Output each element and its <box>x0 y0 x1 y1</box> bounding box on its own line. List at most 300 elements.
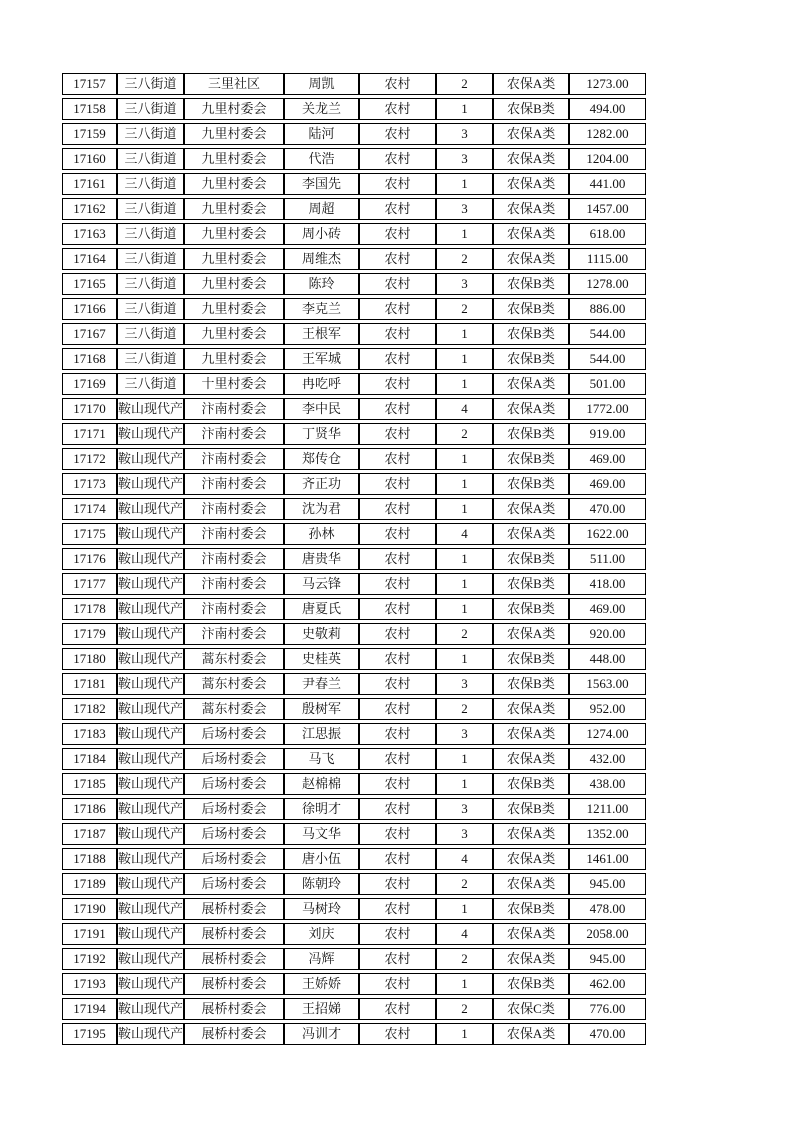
cell-person-count: 2 <box>436 623 493 645</box>
cell-person-count: 3 <box>436 273 493 295</box>
cell-insurance-category: 农保A类 <box>493 248 569 270</box>
cell-amount: 1352.00 <box>569 823 646 845</box>
cell-residence-type: 农村 <box>359 473 436 495</box>
cell-street: 三八街道 <box>117 373 184 395</box>
table-row <box>62 173 646 195</box>
cell-person-count: 1 <box>436 773 493 795</box>
cell-street: 三八街道 <box>117 173 184 195</box>
cell-street: 鞍山现代产 <box>117 773 184 795</box>
cell-residence-type: 农村 <box>359 123 436 145</box>
cell-insurance-category: 农保A类 <box>493 148 569 170</box>
cell-street: 鞍山现代产 <box>117 473 184 495</box>
cell-person-count: 1 <box>436 573 493 595</box>
cell-person-name: 王军城 <box>284 348 359 370</box>
cell-village-committee: 汴南村委会 <box>184 623 284 645</box>
cell-person-count: 1 <box>436 898 493 920</box>
cell-amount: 1282.00 <box>569 123 646 145</box>
cell-amount: 470.00 <box>569 1023 646 1045</box>
cell-street: 鞍山现代产 <box>117 673 184 695</box>
cell-street: 鞍山现代产 <box>117 798 184 820</box>
table-row <box>62 1023 646 1045</box>
cell-amount: 945.00 <box>569 873 646 895</box>
cell-street: 三八街道 <box>117 248 184 270</box>
cell-person-name: 代浩 <box>284 148 359 170</box>
cell-street: 三八街道 <box>117 298 184 320</box>
cell-amount: 1622.00 <box>569 523 646 545</box>
cell-street: 鞍山现代产 <box>117 873 184 895</box>
cell-street: 鞍山现代产 <box>117 623 184 645</box>
cell-residence-type: 农村 <box>359 423 436 445</box>
cell-record-id: 17174 <box>62 498 117 520</box>
cell-person-name: 郑传仓 <box>284 448 359 470</box>
cell-insurance-category: 农保A类 <box>493 723 569 745</box>
cell-insurance-category: 农保A类 <box>493 398 569 420</box>
cell-person-name: 马飞 <box>284 748 359 770</box>
cell-street: 鞍山现代产 <box>117 898 184 920</box>
cell-record-id: 17169 <box>62 373 117 395</box>
cell-record-id: 17176 <box>62 548 117 570</box>
cell-insurance-category: 农保A类 <box>493 223 569 245</box>
cell-village-committee: 九里村委会 <box>184 348 284 370</box>
cell-village-committee: 九里村委会 <box>184 223 284 245</box>
cell-street: 三八街道 <box>117 148 184 170</box>
cell-residence-type: 农村 <box>359 398 436 420</box>
cell-insurance-category: 农保A类 <box>493 373 569 395</box>
cell-person-name: 关龙兰 <box>284 98 359 120</box>
cell-record-id: 17157 <box>62 73 117 95</box>
cell-village-committee: 九里村委会 <box>184 323 284 345</box>
cell-amount: 478.00 <box>569 898 646 920</box>
cell-village-committee: 后场村委会 <box>184 873 284 895</box>
cell-person-name: 王招娣 <box>284 998 359 1020</box>
cell-record-id: 17190 <box>62 898 117 920</box>
cell-residence-type: 农村 <box>359 923 436 945</box>
cell-insurance-category: 农保B类 <box>493 973 569 995</box>
cell-person-name: 李中民 <box>284 398 359 420</box>
cell-record-id: 17191 <box>62 923 117 945</box>
cell-street: 鞍山现代产 <box>117 923 184 945</box>
cell-insurance-category: 农保A类 <box>493 848 569 870</box>
cell-street: 鞍山现代产 <box>117 948 184 970</box>
cell-person-count: 2 <box>436 698 493 720</box>
cell-residence-type: 农村 <box>359 798 436 820</box>
cell-amount: 1115.00 <box>569 248 646 270</box>
cell-insurance-category: 农保B类 <box>493 573 569 595</box>
cell-insurance-category: 农保A类 <box>493 123 569 145</box>
cell-residence-type: 农村 <box>359 248 436 270</box>
cell-person-name: 刘庆 <box>284 923 359 945</box>
cell-street: 鞍山现代产 <box>117 498 184 520</box>
cell-residence-type: 农村 <box>359 373 436 395</box>
cell-residence-type: 农村 <box>359 198 436 220</box>
table-row <box>62 348 646 370</box>
cell-record-id: 17178 <box>62 598 117 620</box>
cell-amount: 1273.00 <box>569 73 646 95</box>
cell-residence-type: 农村 <box>359 448 436 470</box>
cell-record-id: 17177 <box>62 573 117 595</box>
cell-village-committee: 汴南村委会 <box>184 598 284 620</box>
cell-insurance-category: 农保A类 <box>493 873 569 895</box>
benefits-table <box>62 70 646 1048</box>
cell-village-committee: 汴南村委会 <box>184 448 284 470</box>
cell-village-committee: 展桥村委会 <box>184 923 284 945</box>
cell-insurance-category: 农保B类 <box>493 473 569 495</box>
cell-person-count: 3 <box>436 823 493 845</box>
cell-person-count: 1 <box>436 98 493 120</box>
cell-amount: 1278.00 <box>569 273 646 295</box>
table-row <box>62 698 646 720</box>
cell-village-committee: 汴南村委会 <box>184 548 284 570</box>
cell-person-count: 1 <box>436 498 493 520</box>
cell-person-name: 江思振 <box>284 723 359 745</box>
cell-village-committee: 九里村委会 <box>184 248 284 270</box>
cell-person-name: 陈朝玲 <box>284 873 359 895</box>
cell-village-committee: 九里村委会 <box>184 298 284 320</box>
table-row <box>62 298 646 320</box>
cell-person-count: 1 <box>436 748 493 770</box>
table-row <box>62 423 646 445</box>
cell-street: 鞍山现代产 <box>117 573 184 595</box>
cell-village-committee: 汴南村委会 <box>184 423 284 445</box>
cell-record-id: 17195 <box>62 1023 117 1045</box>
cell-record-id: 17163 <box>62 223 117 245</box>
cell-amount: 432.00 <box>569 748 646 770</box>
table-row <box>62 223 646 245</box>
cell-person-name: 李克兰 <box>284 298 359 320</box>
cell-village-committee: 九里村委会 <box>184 148 284 170</box>
cell-record-id: 17183 <box>62 723 117 745</box>
cell-record-id: 17180 <box>62 648 117 670</box>
table-row <box>62 73 646 95</box>
cell-village-committee: 九里村委会 <box>184 173 284 195</box>
table-row <box>62 648 646 670</box>
cell-amount: 511.00 <box>569 548 646 570</box>
cell-person-name: 殷树军 <box>284 698 359 720</box>
cell-insurance-category: 农保B类 <box>493 898 569 920</box>
cell-amount: 462.00 <box>569 973 646 995</box>
cell-person-name: 史桂英 <box>284 648 359 670</box>
cell-person-name: 徐明才 <box>284 798 359 820</box>
cell-person-name: 齐正功 <box>284 473 359 495</box>
cell-person-count: 3 <box>436 148 493 170</box>
cell-insurance-category: 农保A类 <box>493 198 569 220</box>
cell-insurance-category: 农保A类 <box>493 823 569 845</box>
cell-village-committee: 展桥村委会 <box>184 898 284 920</box>
cell-village-committee: 后场村委会 <box>184 748 284 770</box>
cell-record-id: 17175 <box>62 523 117 545</box>
table-row <box>62 198 646 220</box>
cell-village-committee: 后场村委会 <box>184 798 284 820</box>
cell-amount: 469.00 <box>569 598 646 620</box>
cell-street: 三八街道 <box>117 323 184 345</box>
cell-record-id: 17182 <box>62 698 117 720</box>
cell-street: 三八街道 <box>117 348 184 370</box>
cell-person-count: 1 <box>436 973 493 995</box>
cell-residence-type: 农村 <box>359 998 436 1020</box>
cell-street: 鞍山现代产 <box>117 448 184 470</box>
cell-insurance-category: 农保C类 <box>493 998 569 1020</box>
table-row <box>62 573 646 595</box>
cell-person-count: 2 <box>436 73 493 95</box>
table-row <box>62 398 646 420</box>
cell-street: 鞍山现代产 <box>117 698 184 720</box>
cell-residence-type: 农村 <box>359 673 436 695</box>
cell-street: 鞍山现代产 <box>117 398 184 420</box>
cell-residence-type: 农村 <box>359 698 436 720</box>
cell-amount: 945.00 <box>569 948 646 970</box>
cell-person-name: 尹春兰 <box>284 673 359 695</box>
cell-amount: 438.00 <box>569 773 646 795</box>
cell-village-committee: 九里村委会 <box>184 198 284 220</box>
table-row <box>62 773 646 795</box>
cell-residence-type: 农村 <box>359 323 436 345</box>
cell-village-committee: 汴南村委会 <box>184 473 284 495</box>
cell-person-name: 史敬莉 <box>284 623 359 645</box>
table-row <box>62 123 646 145</box>
table-row <box>62 548 646 570</box>
cell-street: 鞍山现代产 <box>117 1023 184 1045</box>
cell-person-name: 冉吃呼 <box>284 373 359 395</box>
cell-record-id: 17168 <box>62 348 117 370</box>
cell-street: 鞍山现代产 <box>117 823 184 845</box>
cell-street: 三八街道 <box>117 223 184 245</box>
cell-insurance-category: 农保B类 <box>493 98 569 120</box>
table-row <box>62 898 646 920</box>
cell-insurance-category: 农保A类 <box>493 923 569 945</box>
cell-insurance-category: 农保B类 <box>493 423 569 445</box>
cell-insurance-category: 农保B类 <box>493 673 569 695</box>
cell-person-name: 马文华 <box>284 823 359 845</box>
cell-person-count: 1 <box>436 323 493 345</box>
cell-person-count: 3 <box>436 798 493 820</box>
cell-amount: 1772.00 <box>569 398 646 420</box>
cell-person-count: 3 <box>436 673 493 695</box>
cell-street: 鞍山现代产 <box>117 548 184 570</box>
cell-village-committee: 后场村委会 <box>184 848 284 870</box>
cell-insurance-category: 农保A类 <box>493 73 569 95</box>
cell-person-count: 4 <box>436 923 493 945</box>
cell-village-committee: 九里村委会 <box>184 123 284 145</box>
cell-village-committee: 十里村委会 <box>184 373 284 395</box>
cell-person-count: 1 <box>436 648 493 670</box>
cell-village-committee: 展桥村委会 <box>184 948 284 970</box>
cell-insurance-category: 农保A类 <box>493 948 569 970</box>
cell-amount: 920.00 <box>569 623 646 645</box>
cell-amount: 1204.00 <box>569 148 646 170</box>
cell-street: 三八街道 <box>117 198 184 220</box>
cell-residence-type: 农村 <box>359 723 436 745</box>
cell-residence-type: 农村 <box>359 873 436 895</box>
cell-person-name: 王根军 <box>284 323 359 345</box>
cell-insurance-category: 农保B类 <box>493 348 569 370</box>
cell-street: 鞍山现代产 <box>117 598 184 620</box>
cell-record-id: 17186 <box>62 798 117 820</box>
cell-person-count: 1 <box>436 373 493 395</box>
cell-person-name: 沈为君 <box>284 498 359 520</box>
cell-record-id: 17179 <box>62 623 117 645</box>
cell-street: 鞍山现代产 <box>117 848 184 870</box>
cell-residence-type: 农村 <box>359 773 436 795</box>
cell-insurance-category: 农保B类 <box>493 273 569 295</box>
cell-residence-type: 农村 <box>359 498 436 520</box>
cell-person-count: 3 <box>436 123 493 145</box>
cell-amount: 1461.00 <box>569 848 646 870</box>
cell-residence-type: 农村 <box>359 523 436 545</box>
cell-record-id: 17171 <box>62 423 117 445</box>
cell-village-committee: 展桥村委会 <box>184 1023 284 1045</box>
cell-person-name: 唐小伍 <box>284 848 359 870</box>
cell-amount: 544.00 <box>569 348 646 370</box>
cell-amount: 1563.00 <box>569 673 646 695</box>
table-row <box>62 248 646 270</box>
cell-residence-type: 农村 <box>359 348 436 370</box>
cell-residence-type: 农村 <box>359 548 436 570</box>
table-row <box>62 673 646 695</box>
table-row <box>62 848 646 870</box>
cell-person-count: 3 <box>436 198 493 220</box>
cell-record-id: 17170 <box>62 398 117 420</box>
cell-record-id: 17192 <box>62 948 117 970</box>
table-row <box>62 98 646 120</box>
cell-record-id: 17158 <box>62 98 117 120</box>
cell-street: 鞍山现代产 <box>117 998 184 1020</box>
cell-person-name: 冯辉 <box>284 948 359 970</box>
cell-record-id: 17185 <box>62 773 117 795</box>
cell-amount: 448.00 <box>569 648 646 670</box>
cell-person-name: 陈玲 <box>284 273 359 295</box>
cell-person-name: 周维杰 <box>284 248 359 270</box>
cell-insurance-category: 农保B类 <box>493 598 569 620</box>
cell-person-count: 3 <box>436 723 493 745</box>
table-row <box>62 873 646 895</box>
cell-insurance-category: 农保A类 <box>493 748 569 770</box>
cell-person-count: 1 <box>436 1023 493 1045</box>
cell-record-id: 17189 <box>62 873 117 895</box>
cell-person-count: 1 <box>436 223 493 245</box>
table-row <box>62 148 646 170</box>
cell-street: 鞍山现代产 <box>117 423 184 445</box>
cell-street: 鞍山现代产 <box>117 748 184 770</box>
cell-residence-type: 农村 <box>359 573 436 595</box>
cell-person-name: 李国先 <box>284 173 359 195</box>
cell-person-count: 1 <box>436 548 493 570</box>
cell-residence-type: 农村 <box>359 223 436 245</box>
cell-village-committee: 汴南村委会 <box>184 498 284 520</box>
cell-record-id: 17187 <box>62 823 117 845</box>
cell-residence-type: 农村 <box>359 1023 436 1045</box>
cell-person-name: 马树玲 <box>284 898 359 920</box>
cell-residence-type: 农村 <box>359 823 436 845</box>
cell-person-count: 2 <box>436 948 493 970</box>
table-row <box>62 923 646 945</box>
cell-insurance-category: 农保A类 <box>493 698 569 720</box>
cell-amount: 1211.00 <box>569 798 646 820</box>
table-row <box>62 973 646 995</box>
cell-person-name: 王娇娇 <box>284 973 359 995</box>
cell-amount: 776.00 <box>569 998 646 1020</box>
cell-residence-type: 农村 <box>359 98 436 120</box>
table-row <box>62 748 646 770</box>
cell-person-count: 1 <box>436 448 493 470</box>
cell-amount: 618.00 <box>569 223 646 245</box>
cell-village-committee: 展桥村委会 <box>184 973 284 995</box>
cell-person-name: 赵棉棉 <box>284 773 359 795</box>
cell-person-name: 丁贤华 <box>284 423 359 445</box>
cell-person-count: 2 <box>436 998 493 1020</box>
cell-record-id: 17188 <box>62 848 117 870</box>
table-row <box>62 273 646 295</box>
cell-village-committee: 蒿东村委会 <box>184 698 284 720</box>
cell-village-committee: 后场村委会 <box>184 823 284 845</box>
cell-person-name: 唐夏氏 <box>284 598 359 620</box>
cell-village-committee: 蒿东村委会 <box>184 648 284 670</box>
cell-village-committee: 蒿东村委会 <box>184 673 284 695</box>
table-row <box>62 723 646 745</box>
cell-amount: 919.00 <box>569 423 646 445</box>
cell-village-committee: 九里村委会 <box>184 273 284 295</box>
cell-record-id: 17181 <box>62 673 117 695</box>
cell-village-committee: 后场村委会 <box>184 723 284 745</box>
cell-person-name: 唐贵华 <box>284 548 359 570</box>
cell-insurance-category: 农保B类 <box>493 548 569 570</box>
cell-amount: 418.00 <box>569 573 646 595</box>
cell-street: 三八街道 <box>117 98 184 120</box>
table-row <box>62 998 646 1020</box>
cell-record-id: 17164 <box>62 248 117 270</box>
cell-person-count: 4 <box>436 398 493 420</box>
cell-village-committee: 汴南村委会 <box>184 398 284 420</box>
cell-residence-type: 农村 <box>359 748 436 770</box>
cell-residence-type: 农村 <box>359 973 436 995</box>
cell-insurance-category: 农保A类 <box>493 623 569 645</box>
cell-insurance-category: 农保B类 <box>493 298 569 320</box>
cell-amount: 952.00 <box>569 698 646 720</box>
cell-residence-type: 农村 <box>359 623 436 645</box>
cell-person-name: 周超 <box>284 198 359 220</box>
cell-record-id: 17194 <box>62 998 117 1020</box>
cell-amount: 2058.00 <box>569 923 646 945</box>
cell-village-committee: 汴南村委会 <box>184 523 284 545</box>
cell-person-count: 1 <box>436 173 493 195</box>
cell-street: 鞍山现代产 <box>117 648 184 670</box>
cell-insurance-category: 农保B类 <box>493 323 569 345</box>
cell-amount: 469.00 <box>569 473 646 495</box>
cell-street: 鞍山现代产 <box>117 973 184 995</box>
cell-village-committee: 汴南村委会 <box>184 573 284 595</box>
cell-record-id: 17159 <box>62 123 117 145</box>
cell-record-id: 17167 <box>62 323 117 345</box>
table-row <box>62 498 646 520</box>
table-row <box>62 373 646 395</box>
cell-insurance-category: 农保A类 <box>493 498 569 520</box>
cell-record-id: 17162 <box>62 198 117 220</box>
table-row <box>62 948 646 970</box>
cell-residence-type: 农村 <box>359 648 436 670</box>
table-row <box>62 523 646 545</box>
cell-amount: 470.00 <box>569 498 646 520</box>
cell-record-id: 17184 <box>62 748 117 770</box>
cell-residence-type: 农村 <box>359 848 436 870</box>
cell-person-count: 2 <box>436 423 493 445</box>
cell-record-id: 17165 <box>62 273 117 295</box>
cell-street: 三八街道 <box>117 123 184 145</box>
cell-insurance-category: 农保A类 <box>493 523 569 545</box>
cell-person-count: 2 <box>436 873 493 895</box>
cell-person-count: 2 <box>436 298 493 320</box>
cell-village-committee: 三里社区 <box>184 73 284 95</box>
cell-residence-type: 农村 <box>359 148 436 170</box>
cell-street: 三八街道 <box>117 273 184 295</box>
